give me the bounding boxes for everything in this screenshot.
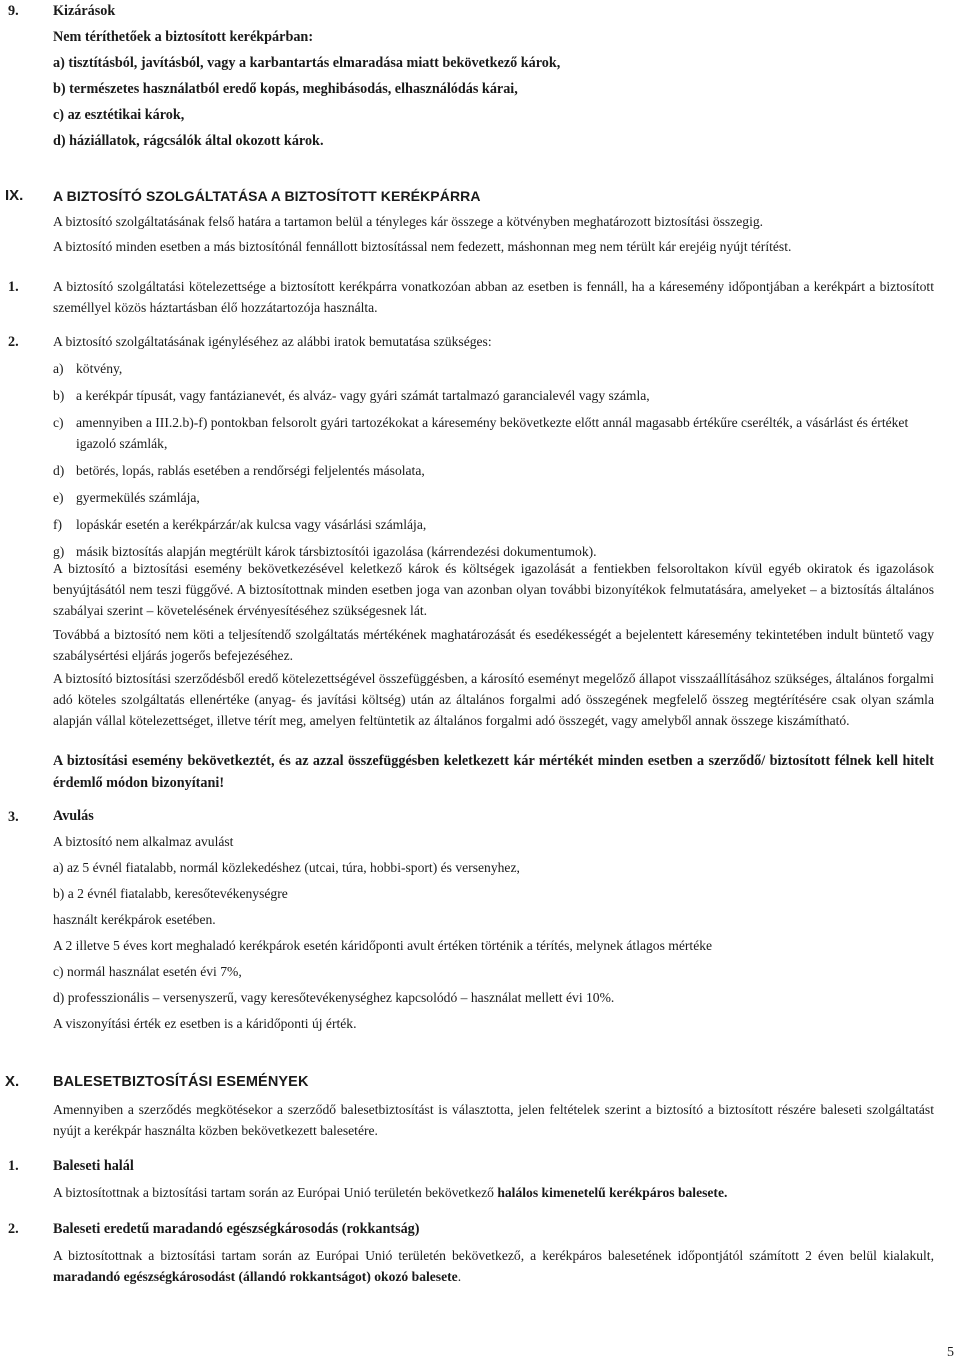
paragraph: A biztosító szolgáltatási kötelezettsége a biztosított kerékpárra vonatkozóan abban az esetben is fennáll, ha a káresemény időpontjában a kerékpárt a biztosított személlyel közös háztartásban élő hozzátartozója használta. xyxy=(53,279,934,315)
paragraph: A 2 illetve 5 éves kort meghaladó kerékpárok esetén káridőponti avult értéken történik a térítés, melynek átlagos mértéke xyxy=(53,938,713,953)
item-number: 2. xyxy=(8,334,19,350)
paragraph: A viszonyítási érték ez esetben is a káridőponti új érték. xyxy=(53,1016,357,1031)
exclusion-item: c) az esztétikai károk, xyxy=(53,107,185,123)
section-ix-number: IX. xyxy=(5,187,24,204)
list-item: c) amennyiben a III.2.b)-f) pontokban felsorolt gyári tartozékokat a káresemény bekövetkezte előtt annál magasabb értékűre cserélték, a vásárlást és értéket igazoló számlák, xyxy=(53,415,909,451)
paragraph: A biztosító minden esetben a más biztosítónál fennállott biztosítással nem fedezett, máshonnan meg nem térült kár erejéig nyújt térítést. xyxy=(53,239,792,254)
section-ix-body xyxy=(53,185,934,257)
list-item: a) kötvény, xyxy=(53,361,123,376)
paragraph: A biztosító biztosítási szerződésből eredő kötelezettségével összefüggésben, a károsító eseményt megelőző állapot visszaállításához szükséges, általános forgalmi adó köteles szolgáltatás ellenértéke (anyag- és javítási költség) után az általános forgalmi adó összegének megfelelő összeg megtérítésére csak olyan számla alapján vállal kötelezettséget, illetve térít meg, amelyen feltüntetik az általános forgalmi adó összegét, vagy amelyből annak összege kiszámítható. xyxy=(53,671,934,728)
paragraph: használt kerékpárok esetében. xyxy=(53,912,216,927)
list-item: a) az 5 évnél fiatalabb, normál közlekedéshez (utcai, túra, hobbi-sport) és versenyhez, xyxy=(53,860,520,875)
accidental-death xyxy=(53,1155,934,1203)
subsection-title: Avulás xyxy=(53,808,94,824)
paragraph: A biztosítottnak a biztosítási tartam során az Európai Unió területén bekövetkező, a kerékpáros balesetének időpontjától számított 2 éven belül kialakult, maradandó egészségkárosodást (állandó rokkantságot) okozó balesete. xyxy=(53,1248,934,1284)
list-item: g) másik biztosítás alapján megtérült károk társbiztosítói igazolása (kárrendezési dokumentumok). xyxy=(53,544,597,559)
list-item: e) gyermekülés számlája, xyxy=(53,490,200,505)
list-item: d) professzionális – versenyszerű, vagy keresőtevékenységhez kapcsolódó – használat mellett évi 10%. xyxy=(53,990,615,1005)
paragraph: A biztosító a biztosítási esemény bekövetkezésével keletkező károk és költségek igazolását a fentiekben felsoroltakon kívül egyéb okiratok és igazolások benyújtásától nem teszi függővé. A biztosítottnak minden esetben joga van azonban olyan további bizonyítékok felmutatására, amelyeket – a biztosítás általános szabályai szerint – követelésének érvényesítéséhez szükségesnek lát. xyxy=(53,561,934,618)
section-9-intro: Nem téríthetőek a biztosított kerékpárban: xyxy=(53,29,314,45)
list-item: b) a 2 évnél fiatalabb, keresőtevékenységre xyxy=(53,886,288,901)
list-item: c) normál használat esetén évi 7%, xyxy=(53,964,242,979)
required-documents-list xyxy=(53,358,934,562)
page-number: 5 xyxy=(947,1345,954,1360)
section-9-body xyxy=(53,0,934,152)
paragraph: A biztosító szolgáltatásának felső határa a tartamon belül a tényleges kár összege a kötvényben meghatározott biztosítási összegig. xyxy=(53,214,764,229)
subsection-title: Baleseti eredetű maradandó egészségkárosodás (rokkantság) xyxy=(53,1221,420,1237)
section-9-title: Kizárások xyxy=(53,3,116,19)
section-ix-title: A BIZTOSÍTÓ SZOLGÁLTATÁSA A BIZTOSÍTOTT KERÉKPÁRRA xyxy=(53,188,481,204)
list-item: d) betörés, lopás, rablás esetében a rendőrségi feljelentés másolata, xyxy=(53,463,425,478)
exclusion-item: b) természetes használatból eredő kopás, meghibásodás, elhasználódás kárai, xyxy=(53,81,518,97)
exclusion-item: a) tisztításból, javításból, vagy a karbantartás elmaradása miatt bekövetkező károk, xyxy=(53,55,561,71)
section-x-number: X. xyxy=(5,1073,20,1090)
important-notice: A biztosítási esemény bekövetkeztét, és az azzal összefüggésben keletkezett kár mértékét minden esetben a szerződő/ biztosított félnek kell hitelt érdemlő módon bizonyítani! xyxy=(53,753,934,791)
paragraph: A biztosító szolgáltatásának igényléséhez az alábbi iratok bemutatása szükséges: xyxy=(53,334,492,349)
exclusion-item: d) háziállatok, rágcsálók által okozott károk. xyxy=(53,133,324,149)
paragraph: A biztosítottnak a biztosítási tartam során az Európai Unió területén bekövetkező halálos kimenetelű kerékpáros balesete. xyxy=(53,1185,728,1200)
section-x-body xyxy=(53,1071,934,1141)
list-item: f) lopáskár esetén a kerékpárzár/ak kulcsa vagy vásárlási számlája, xyxy=(53,517,427,532)
item-number: 2. xyxy=(8,1221,19,1237)
subsection-title: Baleseti halál xyxy=(53,1158,134,1174)
section-x-title: BALESETBIZTOSÍTÁSI ESEMÉNYEK xyxy=(53,1074,309,1090)
item-number: 1. xyxy=(8,1158,19,1174)
item-number: 3. xyxy=(8,809,19,825)
paragraph: Amennyiben a szerződés megkötésekor a szerződő balesetbiztosítást is választotta, jelen feltételek szerint a biztosító a biztosított részére baleseti szolgáltatást nyújt a kerékpár használta közben bekövetkezett balesetére. xyxy=(53,1102,934,1138)
section-9-number: 9. xyxy=(8,3,19,19)
depreciation-section xyxy=(53,806,934,1034)
list-item: b) a kerékpár típusát, vagy fantázianevét, és alváz- vagy gyári számát tartalmazó garancialevél vagy számla, xyxy=(53,388,650,403)
item-number: 1. xyxy=(8,279,19,295)
paragraph: A biztosító nem alkalmaz avulást xyxy=(53,834,234,849)
permanent-disability xyxy=(53,1218,934,1287)
paragraph: Továbbá a biztosító nem köti a teljesítendő szolgáltatás mértékének maghatározását és esedékességét a bejelentett káresemény tekintetében indult büntető vagy szabálysértési eljárás jogerős befejezéséhez. xyxy=(53,627,934,663)
